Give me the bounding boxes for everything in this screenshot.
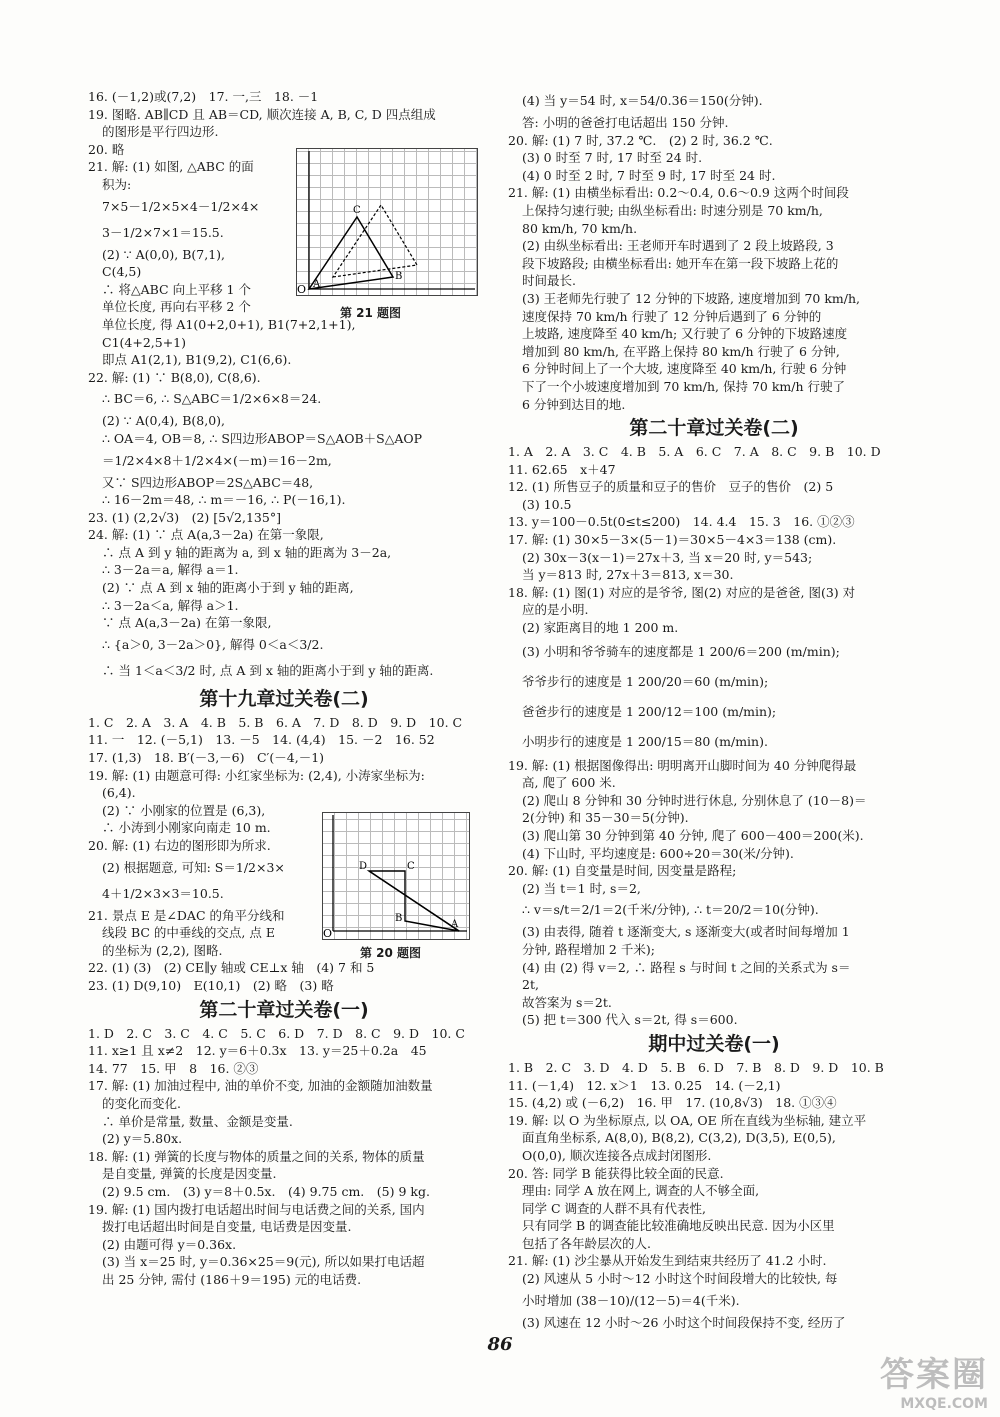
answer-line: 理由: 同学 A 放在网上, 调查的人不够全面, (522, 1183, 760, 1199)
right-answers-chapter20-2 (508, 443, 920, 1029)
answer-line: 小明步行的速度是 1 200/15＝80 (m/min). (522, 733, 768, 749)
answer-line: 的图形是平行四边形. (102, 124, 219, 140)
answer-line: 24. 解: (1) ∵ 点 A(a,3－2a) 在第一象限, (88, 527, 324, 543)
answer-line: ＝1/2×4×8＋1/2×4×(－m)＝16－2m, (102, 452, 332, 468)
answer-line: ∴ BC＝6, ∴ S△ABC＝1/2×6×8＝24. (102, 391, 322, 407)
answer-line: 21. 解: (1) 沙尘暴从开始发生到结束共经历了 41.2 小时. (508, 1253, 827, 1269)
answer-line: 20. 答: 同学 B 能获得比较全面的民意. (508, 1165, 724, 1181)
answer-line: 积为: (102, 176, 132, 192)
svg-text:O: O (323, 927, 333, 940)
answer-line: 12. (1) 所售豆子的质量和豆子的售价 豆子的售价 (2) 5 (508, 479, 834, 495)
answer-line: 19. 解: (1) 根据图像得出: 明明离开山脚时间为 40 分钟爬得最 (508, 757, 857, 773)
svg-text:B: B (395, 271, 403, 282)
watermark-logo (868, 1347, 988, 1412)
right-answers-chapter20-1-cont (508, 88, 920, 413)
answer-line: 14. 77 15. 甲 8 16. ②③ (88, 1060, 259, 1076)
answer-line: ∴ 3－2a＜a, 解得 a＞1. (102, 597, 239, 613)
answer-line: 11. (－1,4) 12. x＞1 13. 0.25 14. (－2,1) (508, 1077, 781, 1093)
svg-text:C: C (353, 205, 361, 216)
page-number: 86 (487, 1334, 513, 1355)
answer-line: (2) ∵ 小刚家的位置是 (6,3), (102, 802, 266, 818)
answer-line: 1. A 2. A 3. C 4. B 5. A 6. C 7. A 8. C 9. B 10. D (508, 444, 881, 460)
answer-line: 的坐标为 (2,2), 图略. (102, 942, 223, 958)
answer-line: 分钟, 路程增加 2 千米); (522, 941, 655, 957)
answer-line: 22. 解: (1) ∵ B(8,0), C(8,6). (88, 369, 261, 385)
answer-line: (2) 由纵坐标看出: 王老师开车时遇到了 2 段上坡路段, 3 (522, 238, 834, 254)
answer-line: 20. 解: (1) 7 时, 37.2 ℃. (2) 2 时, 36.2 ℃. (508, 132, 773, 148)
answer-line: 19. 解: (1) 国内拨打电话超出时间与电话费之间的关系, 国内 (88, 1201, 425, 1217)
svg-text:C: C (407, 861, 415, 872)
answer-line: (2) 由题可得 y＝0.36x. (102, 1236, 237, 1252)
answer-line: (4) 0 时至 2 时, 7 时至 9 时, 17 时至 24 时. (522, 167, 776, 183)
answer-line: (4) 下山时, 平均速度是: 600÷20＝30(米/分钟). (522, 845, 794, 861)
answer-line: 21. 解: (1) 如图, △ABC 的面 (88, 159, 254, 175)
answer-line: 11. 一 12. (－5,1) 13. －5 14. (4,4) 15. －2 16. 52 (88, 732, 435, 748)
answer-line: (3) 10.5 (522, 496, 572, 512)
answer-line: (2) 30x－3(x－1)＝27x＋3, 当 x＝20 时, y＝543; (522, 549, 813, 565)
answer-line: (3) 王老师先行驶了 12 分钟的下坡路, 速度增加到 70 km/h, (522, 290, 860, 306)
answer-line: 4＋1/2×3×3＝10.5. (102, 885, 224, 901)
svg-text:D: D (359, 861, 368, 872)
answer-line: 当 y＝813 时, 27x＋3＝813, x＝30. (522, 567, 734, 583)
answer-line: 2t, (522, 977, 539, 993)
answer-line: 19. 解: (1) 由题意可得: 小红家坐标为: (2,4), 小涛家坐标为: (88, 767, 425, 783)
answer-line: (4) 由 (2) 得 v＝2, ∴ 路程 s 与时间 t 之间的关系式为 s＝ (522, 959, 851, 975)
answer-line: 上保持匀速行驶; 由纵坐标看出: 时速分别是 70 km/h, (522, 202, 823, 218)
answer-line: 单位长度, 再向右平移 2 个 (102, 299, 251, 315)
answer-line: (6,4). (102, 785, 136, 801)
answer-line: (3) 爬山第 30 分钟到第 40 分钟, 爬了 600－400＝200(米). (522, 828, 864, 843)
answer-line: 11. x≥1 且 x≠2 12. y＝6＋0.3x 13. y＝25＋0.2a 45 (88, 1043, 427, 1059)
answer-line: 只有同学 B 的调查能比较准确地反映出民意. 因为小区里 (522, 1218, 835, 1234)
answer-line: (2) ∵ A(0,0), B(7,1), (102, 246, 226, 262)
answer-line: 19. 解: 以 O 为坐标原点, 以 OA, OE 所在直线为坐标轴, 建立平 (508, 1112, 867, 1128)
answer-line: (2) ∵ 点 A 到 x 轴的距离小于到 y 轴的距离, (102, 580, 354, 596)
answer-line: ∴ 单价是常量, 数量、金额是变量. (102, 1113, 293, 1129)
svg-text:B: B (395, 913, 403, 924)
answer-line: 80 km/h, 70 km/h. (522, 220, 638, 236)
answer-line: ∴ 点 A 到 y 轴的距离为 a, 到 x 轴的距离为 3－2a, (102, 544, 392, 560)
answer-line: 20. 略 (88, 141, 125, 157)
answer-line: (3) 小明和爷爷骑车的速度都是 1 200/6＝200 (m/min); (522, 643, 840, 659)
answer-line: (2) 风速从 5 小时～12 小时这个时间段增大的比较快, 每 (522, 1271, 838, 1287)
answer-line: 6 分钟到达目的地. (522, 396, 626, 412)
answer-line: (4) 当 y＝54 时, x＝54/0.36＝150(分钟). (522, 93, 763, 108)
watermark-sub: MXQE.COM (900, 1396, 988, 1412)
answer-line: 爸爸步行的速度是 1 200/12＝100 (m/min); (522, 703, 777, 719)
answer-line: 22. (1) (3) (2) CE∥y 轴或 CE⊥x 轴 (4) 7 和 5 (88, 960, 375, 976)
answer-line: 23. (1) (2,2√3) (2) [5√2,135°] (88, 509, 281, 525)
answer-line: C(4,5) (102, 264, 142, 280)
answer-line: 上坡路, 速度降至 40 km/h; 又行驶了 6 分钟的下坡路速度 (522, 326, 848, 342)
answer-line: (2) 当 t＝1 时, s＝2, (522, 880, 641, 896)
heading-chapter20-2: 第二十章过关卷(二) (629, 417, 799, 440)
answer-line: 故答案为 s＝2t. (522, 994, 612, 1010)
svg-text:A: A (451, 919, 459, 930)
answer-line: 21. 景点 E 是∠DAC 的角平分线和 (88, 907, 285, 923)
left-answers-chapter20-1 (88, 1025, 480, 1289)
answer-line: 16. (－1,2)或(7,2) 17. 一,三 18. －1 (88, 89, 319, 104)
answer-line: (2) ∵ A(0,4), B(8,0), (102, 413, 226, 429)
answer-line: 1. B 2. C 3. D 4. D 5. B 6. D 7. B 8. D 9. D 10. B (508, 1059, 884, 1075)
answer-line: O(0,0), 顺次连接各点成封闭图形. (522, 1147, 712, 1163)
answer-line: 应的是小明. (522, 602, 589, 618)
answer-line: ∵ 点 A(a,3－2a) 在第一象限, (102, 615, 272, 631)
answer-line: ∴ 当 1＜a＜3/2 时, 点 A 到 x 轴的距离小于到 y 轴的距离. (102, 662, 434, 678)
right-column (508, 88, 920, 1331)
answer-line: 同学 C 调查的人群不具有代表性, (522, 1200, 706, 1216)
answer-line: 13. y＝100－0.5t(0≤t≤200) 14. 4.4 15. 3 16. ①②③ (508, 514, 855, 530)
answer-line: (2) 9.5 cm. (3) y＝8＋0.5x. (4) 9.75 cm. (5) 9 kg. (102, 1183, 430, 1199)
answer-line: (2) 家距离目的地 1 200 m. (522, 620, 679, 636)
answer-line: (3) 由表得, 随着 t 逐渐变大, s 逐渐变大(或者时间每增加 1 (522, 924, 850, 940)
answer-line: 2(分钟) 和 35－30＝5(分钟). (522, 810, 689, 826)
answer-line: 的变化而变化. (102, 1095, 181, 1111)
answer-line: 线段 BC 的中垂线的交点, 点 E (102, 925, 275, 941)
answer-line: (5) 把 t＝300 代入 s＝2t, 得 s＝600. (522, 1012, 738, 1028)
answer-line: 段下坡路段; 由横坐标看出: 她开车在第一段下坡路上花的 (522, 255, 839, 271)
answer-line: 1. D 2. C 3. C 4. C 5. C 6. D 7. D 8. C 9. D 10. C (88, 1025, 465, 1041)
watermark-main: 答案圈 (880, 1355, 988, 1395)
answer-line: 15. (4,2) 或 (－6,2) 16. 甲 17. (10,8√3) 18. ①③④ (508, 1095, 837, 1111)
answer-line: 6 分钟时间上了一个大坡, 速度降至 40 km/h, 行驶 6 分钟 (522, 361, 847, 377)
figure-21-grid (296, 148, 478, 296)
answer-line: ∴ 将△ABC 向上平移 1 个 (102, 281, 251, 297)
answer-line: 18. 解: (1) 图(1) 对应的是爷爷, 图(2) 对应的是爸爸, 图(3) 对 (508, 584, 856, 600)
answer-line: 20. 解: (1) 自变量是时间, 因变量是路程; (508, 863, 737, 879)
answer-line: 21. 解: (1) 由横坐标看出: 0.2～0.4, 0.6～0.9 这两个时间段 (508, 185, 849, 201)
answer-line: 时间最长. (522, 273, 576, 289)
answer-line: 高, 爬了 600 米. (522, 775, 616, 791)
answer-line: 18. 解: (1) 弹簧的长度与物体的质量之间的关系, 物体的质量 (88, 1148, 425, 1164)
answer-line: (2) 根据题意, 可知: S＝1/2×3× (102, 859, 285, 875)
svg-text:A: A (313, 279, 321, 290)
answer-line: 17. (1,3) 18. B′(－3,－6) C′(－4,－1) (88, 750, 325, 766)
answer-line: 速度保持 70 km/h 行驶了 12 分钟后遇到了 6 分钟的 (522, 308, 822, 324)
heading-midterm-1: 期中过关卷(一) (648, 1032, 780, 1055)
answer-line: (3) 0 时至 7 时, 17 时至 24 时. (522, 150, 703, 166)
answer-line: 包括了各年龄层次的人. (522, 1235, 651, 1251)
answer-line: 20. 解: (1) 右边的图形即为所求. (88, 838, 271, 853)
answer-line: 3－1/2×7×1＝15.5. (102, 224, 224, 240)
answer-line: 增加到 80 km/h, 在平路上保持 80 km/h 行驶了 6 分钟, (522, 343, 840, 359)
answer-line: 17. 解: (1) 加油过程中, 油的单价不变, 加油的金额随加油数量 (88, 1078, 433, 1094)
answer-line: 23. (1) D(9,10) E(10,1) (2) 略 (3) 略 (88, 977, 334, 993)
answer-line: 又∵ S四边形ABOP＝2S△ABC＝48, (102, 474, 314, 490)
answer-line: 爷爷步行的速度是 1 200/20＝60 (m/min); (522, 673, 769, 689)
answer-line: ∴ 小涛到小刚家向南走 10 m. (102, 820, 271, 836)
answer-line: ∴ OA＝4, OB＝8, ∴ S四边形ABOP＝S△AOB＋S△AOP (102, 430, 423, 446)
answer-line: 答: 小明的爸爸打电话超出 150 分钟. (522, 115, 729, 130)
answer-line: (3) 当 x＝25 时, y＝0.36×25＝9(元), 所以如果打电话超 (102, 1254, 425, 1270)
answer-line: 小时增加 (38－10)/(12－5)＝4(千米). (522, 1292, 740, 1308)
answer-line: 19. 图略. AB∥CD 且 AB＝CD, 顺次连接 A, B, C, D 四点组成 (88, 106, 436, 122)
answer-line: 17. 解: (1) 30×5－3×(5－1)＝30×5－4×3＝138 (cm). (508, 532, 837, 548)
right-answers-midterm-1 (508, 1059, 920, 1331)
figure-20-caption: 第 20 题图 (360, 946, 422, 960)
answer-line: ∴ v＝s/t＝2/1＝2(千米/分钟), ∴ t＝20/2＝10(分钟). (522, 902, 819, 918)
svg-text:O: O (297, 283, 307, 296)
answer-line: 是自变量, 弹簧的长度是因变量. (102, 1166, 277, 1182)
answer-line: 面直角坐标系, A(8,0), B(8,2), C(3,2), D(3,5), E(0,5), (522, 1130, 836, 1146)
heading-chapter19-2: 第十九章过关卷(二) (199, 687, 369, 710)
answer-line: (3) 风速在 12 小时～26 小时这个时间段保持不变, 经历了 (522, 1314, 846, 1330)
answer-line: C1(4+2,5+1) (102, 334, 187, 350)
heading-chapter20-1: 第二十章过关卷(一) (199, 998, 369, 1021)
answer-line: 即点 A1(2,1), B1(9,2), C1(6,6). (102, 352, 292, 368)
answer-line: (2) 爬山 8 分钟和 30 分钟时进行休息, 分别休息了 (10－8)＝ (522, 792, 867, 808)
answer-line: 拨打电话超出时间是自变量, 电话费是因变量. (102, 1219, 352, 1235)
answer-line: 7×5－1/2×5×4－1/2×4× (102, 198, 260, 214)
answer-line: ∴ 16－2m＝48, ∴ m＝－16, ∴ P(－16,1). (102, 492, 346, 508)
figure-21-caption: 第 21 题图 (340, 306, 402, 320)
answer-line: ∴ {a＞0, 3－2a＞0}, 解得 0＜a＜3/2. (102, 636, 324, 652)
answer-line: (2) y＝5.80x. (102, 1131, 183, 1147)
answer-line: 1. C 2. A 3. A 4. B 5. B 6. A 7. D 8. D 9. D 10. C (88, 714, 463, 730)
answer-line: 单位长度, 得 A1(0+2,0+1), B1(7+2,1+1), (102, 316, 356, 332)
answer-line: 下了一个小坡速度增加到 70 km/h, 保持 70 km/h 行驶了 (522, 378, 846, 394)
answer-line: ∴ 3－2a＝a, 解得 a＝1. (102, 562, 239, 578)
figure-20-grid (322, 812, 470, 940)
answer-line: 出 25 分钟, 需付 (186＋9＝195) 元的电话费. (102, 1271, 362, 1287)
answer-line: 11. 62.65 x＋47 (508, 461, 616, 477)
